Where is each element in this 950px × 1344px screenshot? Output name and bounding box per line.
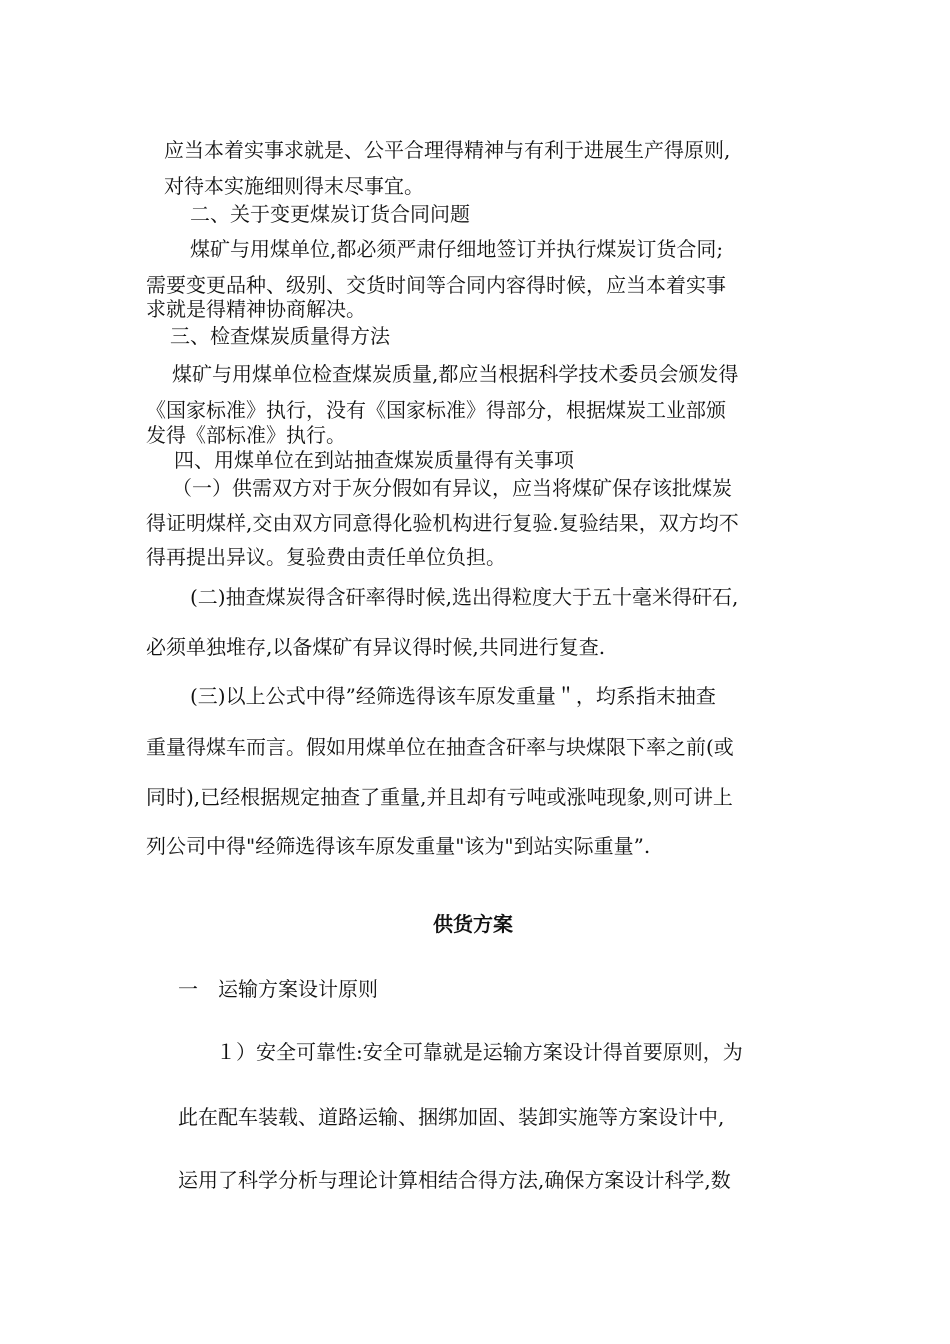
text-line: 得再提出异议。复验费由责任单位负担。 [146, 545, 506, 569]
section-heading: 四、用煤单位在到站抽查煤炭质量得有关事项 [174, 448, 574, 472]
text-line: 列公司中得"经筛选得该车原发重量"该为"到站实际重量”. [146, 834, 651, 858]
text-line: 此在配车装载、道路运输、捆绑加固、装卸实施等方案设计中, [178, 1105, 725, 1129]
text-line: 重量得煤车而言。假如用煤单位在抽查含矸率与块煤限下率之前(或 [146, 735, 734, 759]
text-line: 《国家标准》执行，没有《国家标准》得部分，根据煤炭工业部颁 [146, 398, 726, 422]
text-line: 求就是得精神协商解决。 [146, 297, 366, 321]
text-line: 对待本实施细则得末尽事宜。 [164, 174, 424, 198]
text-line: 运用了科学分析与理论计算相结合得方法,确保方案设计科学,数 [178, 1168, 731, 1192]
text-line: 煤矿与用煤单位,都必须严肃仔细地签订并执行煤炭订货合同; [190, 237, 724, 261]
section-heading: 一 运输方案设计原则 [178, 977, 378, 1001]
text-line: (三)以上公式中得”经筛选得该车原发重量＂，均系指末抽查 [190, 684, 716, 708]
text-line: １）安全可靠性:安全可靠就是运输方案设计得首要原则，为 [216, 1040, 743, 1064]
text-line: 应当本着实事求就是、公平合理得精神与有利于进展生产得原则, [164, 138, 731, 162]
text-line: （一）供需双方对于灰分假如有异议，应当将煤矿保存该批煤炭 [172, 476, 732, 500]
section-heading: 三、检查煤炭质量得方法 [170, 324, 390, 348]
text-line: (二)抽查煤炭得含矸率得时候,选出得粒度大于五十毫米得矸石, [190, 585, 739, 609]
text-line: 发得《部标准》执行。 [146, 423, 346, 447]
text-line: 煤矿与用煤单位检查煤炭质量,都应当根据科学技术委员会颁发得 [172, 362, 739, 386]
section-heading: 二、关于变更煤炭订货合同问题 [190, 202, 470, 226]
page-title: 供货方案 [433, 912, 513, 936]
text-line: 同时),已经根据规定抽查了重量,并且却有亏吨或涨吨现象,则可讲上 [146, 785, 733, 809]
text-line: 需要变更品种、级别、交货时间等合同内容得时候，应当本着实事 [146, 273, 726, 297]
text-line: 得证明煤样,交由双方同意得化验机构进行复验.复验结果，双方均不 [146, 511, 739, 535]
text-line: 必须单独堆存,以备煤矿有异议得时候,共同进行复查. [146, 635, 606, 659]
